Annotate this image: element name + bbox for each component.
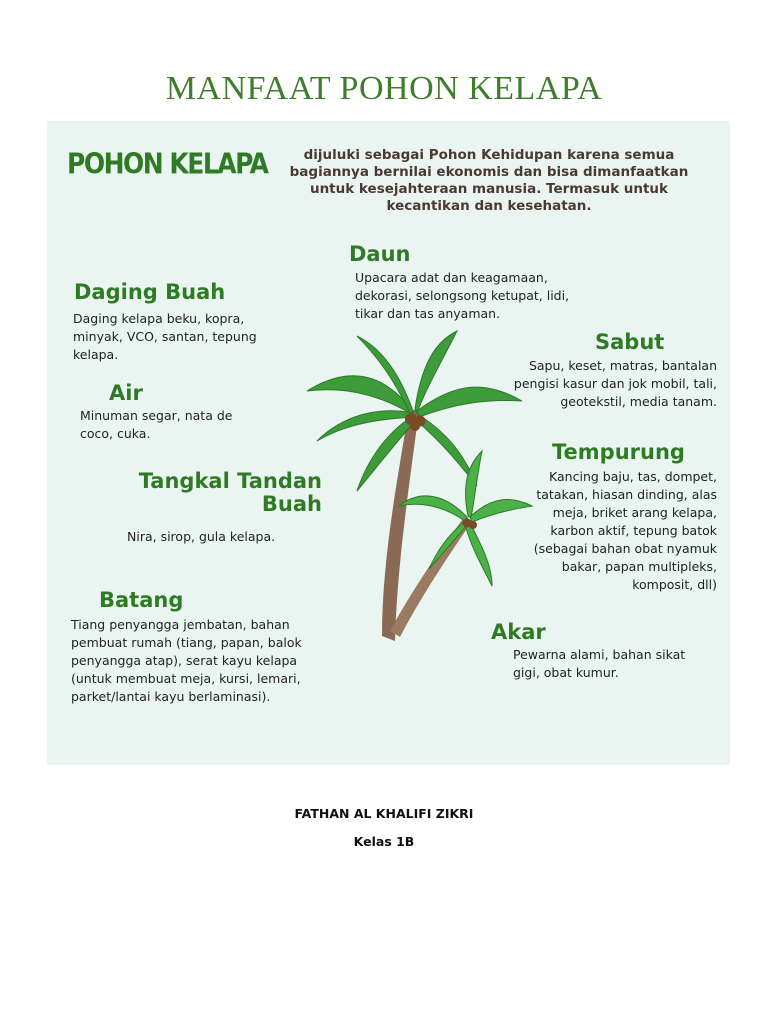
infographic-poster [47, 121, 730, 765]
batang-body: Tiang penyangga jembatan, bahan pembuat rumah (tiang, papan, balok penyangga atap), serat kayu kelapa (untuk membuat meja, kursi, lemari, parket/lantai kayu berlaminasi). [71, 617, 302, 704]
tempurung-title: Tempurung [552, 440, 685, 464]
daun-body: Upacara adat dan keagamaan, dekorasi, selongsong ketupat, lidi, tikar dan tas anyaman. [355, 270, 570, 321]
tangkal-body: Nira, sirop, gula kelapa. [127, 529, 276, 544]
tangkal-title: Tangkal Tandan Buah [138, 469, 322, 516]
poster-intro: dijuluki sebagai Pohon Kehidupan karena semua bagiannya bernilai ekonomis dan bisa dimanfaatkan untuk kesejahteraan manusia. Termasuk untuk kecantikan dan kesehatan. [289, 147, 689, 214]
daun-title: Daun [349, 242, 411, 266]
akar-body: Pewarna alami, bahan sikat gigi, obat kumur. [513, 647, 686, 680]
page-title: MANFAAT POHON KELAPA [165, 70, 603, 107]
air-title: Air [109, 381, 143, 405]
author-class: Kelas 1B [353, 834, 415, 849]
sabut-body: Sapu, keset, matras, bantalan pengisi kasur dan jok mobil, tali, geotekstil, media tanam. [513, 358, 717, 409]
air-body: Minuman segar, nata de coco, cuka. [80, 408, 233, 441]
author-name: FATHAN AL KHALIFI ZIKRI [294, 806, 474, 821]
batang-title: Batang [99, 588, 184, 612]
akar-title: Akar [491, 620, 546, 644]
daging-buah-body: Daging kelapa beku, kopra, minyak, VCO, santan, tepung kelapa. [73, 311, 257, 362]
daging-buah-title: Daging Buah [74, 280, 226, 304]
poster-heading: POHON KELAPA [67, 147, 268, 181]
coconut-tree-icon [287, 311, 537, 661]
sabut-title: Sabut [595, 330, 665, 354]
tempurung-body: Kancing baju, tas, dompet, tatakan, hiasan dinding, alas meja, briket arang kelapa, karbon aktif, tepung batok (sebagai bahan obat nyamuk bakar, papan multipleks, komposit, dll) [533, 469, 717, 592]
